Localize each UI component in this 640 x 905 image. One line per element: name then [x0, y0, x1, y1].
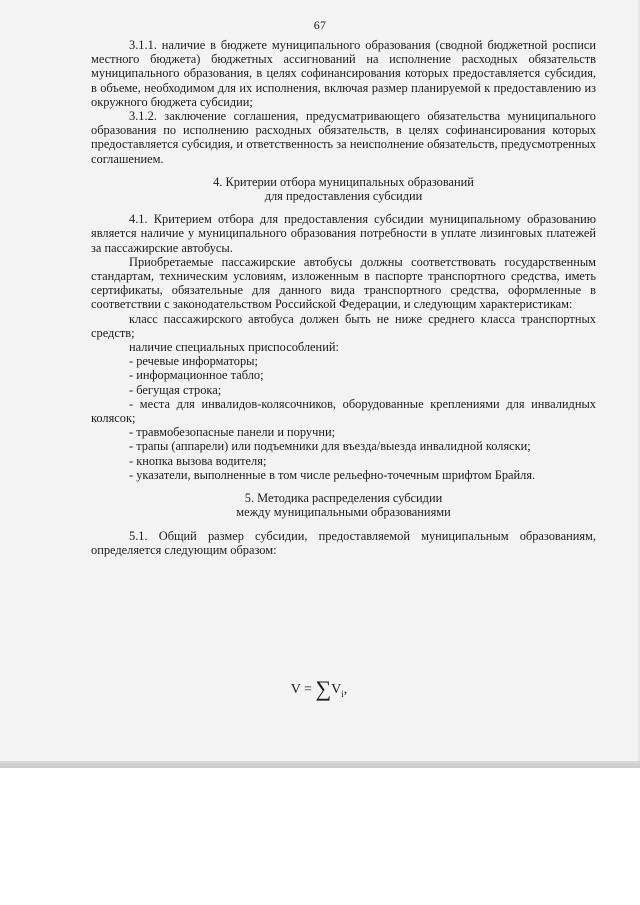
list-item: - травмобезопасные панели и поручни;: [129, 425, 336, 440]
section-4-heading-line2: для предоставления субсидии: [264, 189, 423, 204]
sum-symbol: ∑: [315, 676, 332, 701]
list-item: - бегущая строка;: [129, 382, 222, 397]
list-item: - речевые информаторы;: [129, 354, 258, 369]
formula-tail: ,: [343, 682, 348, 697]
section-4-heading: [91, 175, 596, 203]
section-5-heading-line2: между муниципальными образованиями: [236, 505, 451, 520]
list-item: - информационное табло;: [129, 368, 264, 383]
list-item: - указатели, выполненные в том числе рельефно-точечным шрифтом Брайля.: [129, 467, 536, 482]
formula-lhs: V =: [290, 682, 316, 697]
formula-variable: V: [331, 682, 342, 697]
scan-edge: [0, 761, 640, 768]
list-item: - места для инвалидов-колясочников, оборудованные креплениями для инвалидных колясок;: [91, 396, 596, 426]
paragraph-3-1-2: 3.1.2. заключение соглашения, предусматривающего обязательства муниципального образования по исполнению расходных обязательств, в целях софинансирования которых предоставляется субсидия, и ответственность за неисполнение обязательств, предусмотренных соглашением.: [91, 109, 596, 166]
paragraph-bus-class: класс пассажирского автобуса должен быть не ниже среднего класса транспортных средств;: [91, 311, 596, 340]
section-4-heading-line1: 4. Критерии отбора муниципальных образований: [213, 174, 474, 189]
list-item: - трапы (аппарели) или подъемники для въезда/выезда инвалидной коляски;: [129, 439, 531, 454]
paragraph-4-1: 4.1. Критерием отбора для предоставления субсидии муниципальному образованию является наличие у муниципального образования потребности в уплате лизинговых платежей за пассажирские автобусы.: [91, 212, 596, 255]
paragraph-5-1: 5.1. Общий размер субсидии, предоставляемой муниципальным образованиям, определяется следующим образом:: [91, 528, 596, 557]
formula-subscript: i: [341, 688, 344, 699]
section-5-heading: [91, 491, 596, 519]
paragraph-buses: Приобретаемые пассажирские автобусы должны соответствовать государственным стандартам, техническим условиям, изложенным в паспорте транспортного средства, иметь сертификаты, обязательные для данного вида транспортного средства, оформленные в соответствии с законодательством Российской Федерации, и следующим характеристикам:: [91, 254, 596, 312]
document-body: [91, 38, 596, 557]
list-item: - кнопка вызова водителя;: [129, 453, 267, 468]
section-5-heading-line1: 5. Методика распределения субсидии: [244, 491, 443, 506]
sum-formula: [0, 676, 638, 702]
page-number: 67: [313, 18, 327, 32]
paragraph-special-devices: наличие специальных приспособлений:: [129, 340, 339, 355]
paragraph-3-1-1: 3.1.1. наличие в бюджете муниципального образования (сводной бюджетной росписи местного бюджета) бюджетных ассигнований на исполнение расходных обязательств муниципального образования, в целях софинансирования которых предоставляется субсидия, в объеме, необходимом для их исполнения, включая размер планируемой к предоставлению из окружного бюджета субсидии;: [91, 38, 596, 109]
